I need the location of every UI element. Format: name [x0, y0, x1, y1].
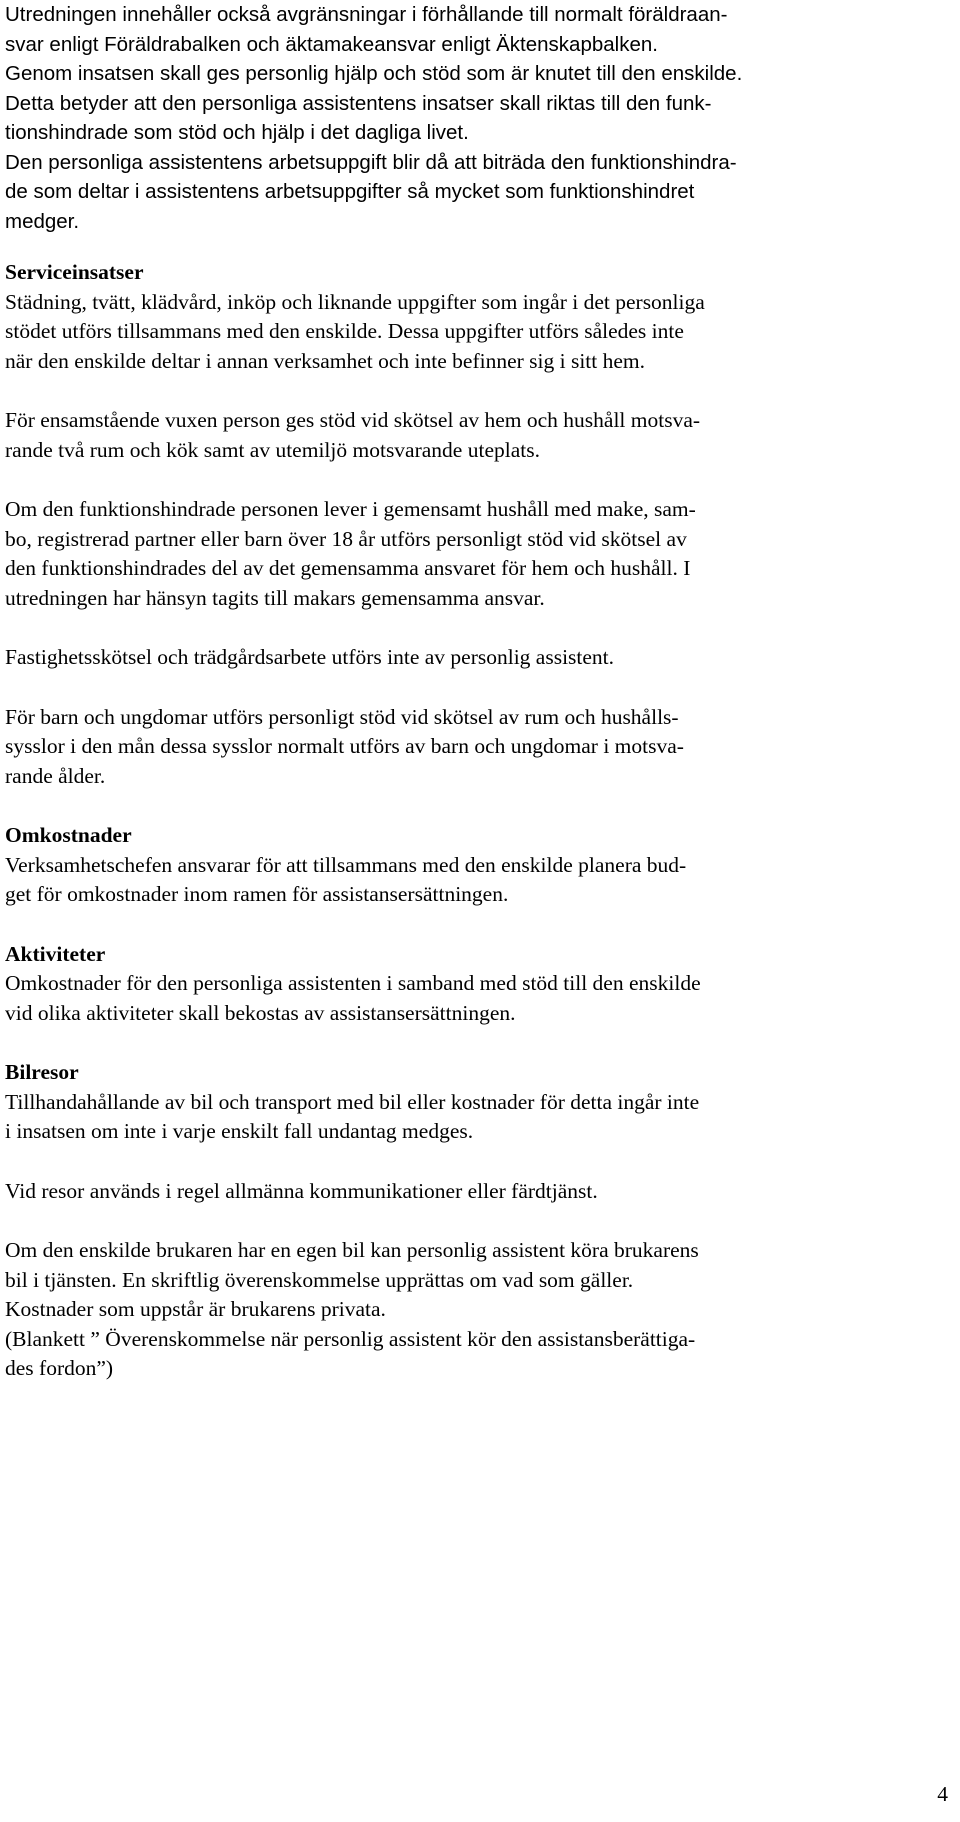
section-heading-bilresor: Bilresor	[5, 1060, 79, 1084]
section-heading-omkostnader: Omkostnader	[5, 823, 132, 847]
text-line: utredningen har hänsyn tagits till makars gemensamma ansvar.	[5, 585, 545, 610]
text-line: bil i tjänsten. En skriftlig överenskommelse upprättas om vad som gäller.	[5, 1267, 634, 1292]
text-line: För ensamstående vuxen person ges stöd vid skötsel av hem och hushåll motsva-	[5, 408, 701, 432]
text-line: (Blankett ” Överenskommelse när personlig assistent kör den assistansberättiga-	[5, 1326, 696, 1351]
text-line: Detta betyder att den personliga assistentens insatser skall riktas till den funk-	[5, 91, 712, 115]
service-paragraph-1	[5, 288, 955, 377]
text-line: bo, registrerad partner eller barn över 18 år utförs personligt stöd vid skötsel av	[5, 526, 687, 551]
text-line: Kostnader som uppstår är brukarens privata.	[5, 1297, 386, 1321]
aktiviteter-paragraph	[5, 969, 955, 1028]
text-line: Genom insatsen skall ges personlig hjälp och stöd som är knutet till den enskilde.	[5, 62, 743, 85]
text-line: rande ålder.	[5, 763, 106, 788]
text-line: Fastighetsskötsel och trädgårdsarbete utförs inte av personlig assistent.	[5, 645, 615, 669]
service-paragraph-5	[5, 703, 955, 792]
text-line: Städning, tvätt, klädvård, inköp och liknande uppgifter som ingår i det personliga	[5, 289, 705, 314]
bilresor-paragraph-3	[5, 1236, 955, 1384]
document-page	[5, 0, 955, 1384]
page-number: 4	[937, 1782, 948, 1806]
section-heading-aktiviteter: Aktiviteter	[5, 941, 106, 966]
text-line: Om den enskilde brukaren har en egen bil kan personlig assistent köra brukarens	[5, 1238, 699, 1262]
text-line: get för omkostnader inom ramen för assistansersättningen.	[5, 882, 509, 906]
text-line: vid olika aktiviteter skall bekostas av assistansersättningen.	[5, 1000, 516, 1025]
text-line: när den enskilde deltar i annan verksamhet och inte befinner sig i sitt hem.	[5, 348, 646, 373]
text-line: i insatsen om inte i varje enskilt fall undantag medges.	[5, 1119, 474, 1143]
bilresor-paragraph-2	[5, 1177, 955, 1207]
text-line: Den personliga assistentens arbetsuppgift blir då att biträda den funktionshindra-	[5, 150, 737, 174]
text-line: För barn och ungdomar utförs personligt stöd vid skötsel av rum och hushålls-	[5, 704, 679, 729]
text-line: sysslor i den mån dessa sysslor normalt utförs av barn och ungdomar i motsva-	[5, 734, 684, 758]
text-line: tionshindrade som stöd och hjälp i det dagliga livet.	[5, 121, 469, 144]
service-paragraph-3	[5, 495, 955, 613]
text-line: medger.	[5, 209, 80, 233]
text-line: rande två rum och kök samt av utemiljö motsvarande uteplats.	[5, 437, 540, 462]
section-heading-serviceinsatser: Serviceinsatser	[5, 260, 144, 284]
text-line: de som deltar i assistentens arbetsuppgifter så mycket som funktionshindret	[5, 180, 695, 203]
text-line: Vid resor används i regel allmänna kommunikationer eller färdtjänst.	[5, 1178, 598, 1203]
text-line: Verksamhetschefen ansvarar för att tillsammans med den enskilde planera bud-	[5, 852, 687, 877]
service-paragraph-4	[5, 643, 955, 673]
bilresor-paragraph-1	[5, 1088, 955, 1147]
text-line: des fordon”)	[5, 1356, 114, 1380]
text-line: stödet utförs tillsammans med den enskilde. Dessa uppgifter utförs således inte	[5, 319, 684, 343]
intro-paragraph	[5, 0, 955, 236]
text-line: Tillhandahållande av bil och transport med bil eller kostnader för detta ingår inte	[5, 1089, 700, 1114]
text-line: Omkostnader för den personliga assistenten i samband med stöd till den enskilde	[5, 971, 701, 995]
text-line: svar enligt Föräldrabalken och äktamakeansvar enligt Äktenskapbalken.	[5, 32, 658, 56]
text-line: Om den funktionshindrade personen lever i gemensamt hushåll med make, sam-	[5, 497, 696, 521]
omkostnader-paragraph	[5, 851, 955, 910]
text-line: den funktionshindrades del av det gemensamma ansvaret för hem och hushåll. I	[5, 556, 691, 580]
text-line: Utredningen innehåller också avgränsningar i förhållande till normalt föräldraan-	[5, 3, 728, 26]
service-paragraph-2	[5, 406, 955, 465]
